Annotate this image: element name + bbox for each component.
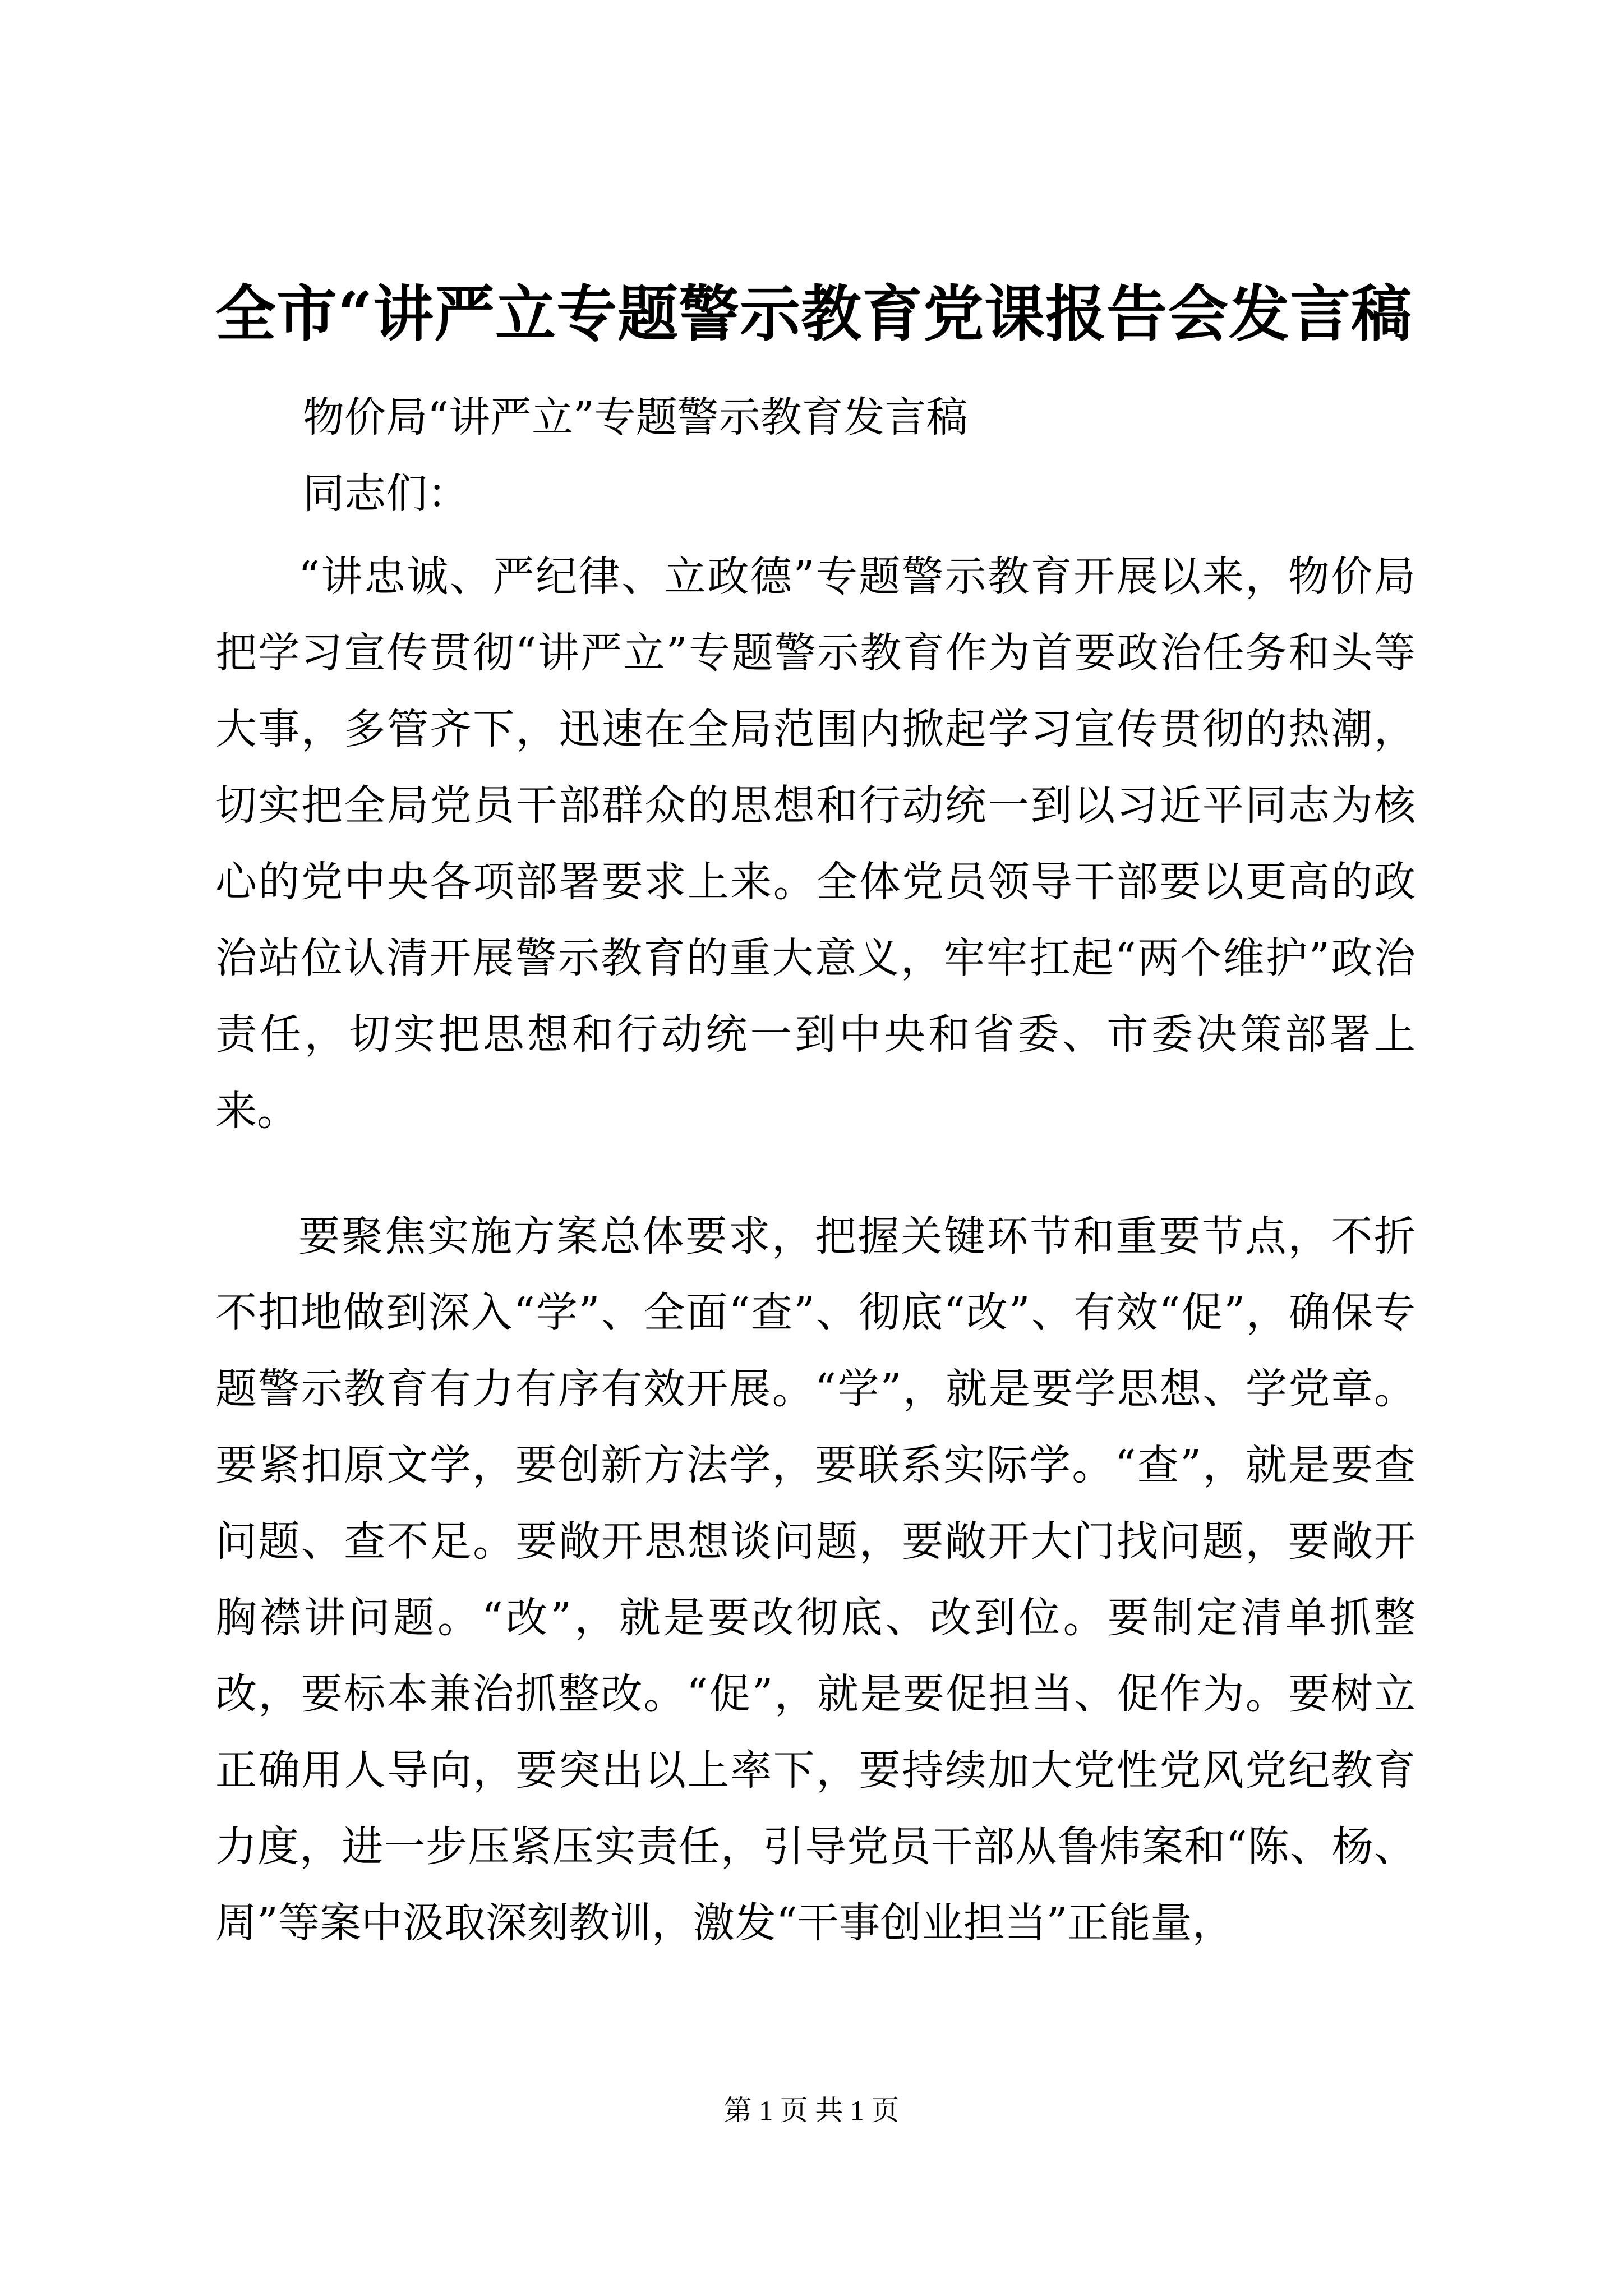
- page-footer: 第 1 页 共 1 页: [723, 2095, 900, 2126]
- salutation: 同志们：: [303, 470, 469, 518]
- document-title: 全市“讲严立专题警示教育党课报告会发言稿: [215, 279, 1413, 349]
- body-paragraph: “讲忠诚、严纪律、立政德”专题警示教育开展以来，物价局把学习宣传贯彻“讲严立”专题警示教育作为首要政治任务和头等大事，多管齐下，迅速在全局范围内掀起学习宣传贯彻的热潮，切实把全局党员干部群众的思想和行动统一到以习近平同志为核心的党中央各项部署要求上来。全体党员领导干部要以更高的政治站位认清开展警示教育的重大意义，牢牢扛起“两个维护”政治责任，切实把思想和行动统一到中央和省委、市委决策部署上来。: [215, 553, 1415, 1135]
- document-subtitle: 物价局“讲严立”专题警示教育发言稿: [303, 393, 968, 441]
- body-paragraph: 要聚焦实施方案总体要求，把握关键环节和重要节点，不折不扣地做到深入“学”、全面“查”、彻底“改”、有效“促”，确保专题警示教育有力有序有效开展。“学”，就是要学思想、学党章。要紧扣原文学，要创新方法学，要联系实际学。“查”，就是要查问题、查不足。要敞开思想谈问题，要敞开大门找问题，要敞开胸襟讲问题。“改”，就是要改彻底、改到位。要制定清单抓整改，要标本兼治抓整改。“促”，就是要促担当、促作为。要树立正确用人导向，要突出以上率下，要持续加大党性党风党纪教育力度，进一步压紧压实责任，引导党员干部从鲁炜案和“陈、杨、周”等案中汲取深刻教训，激发“干事创业担当”正能量，: [215, 1212, 1415, 1947]
